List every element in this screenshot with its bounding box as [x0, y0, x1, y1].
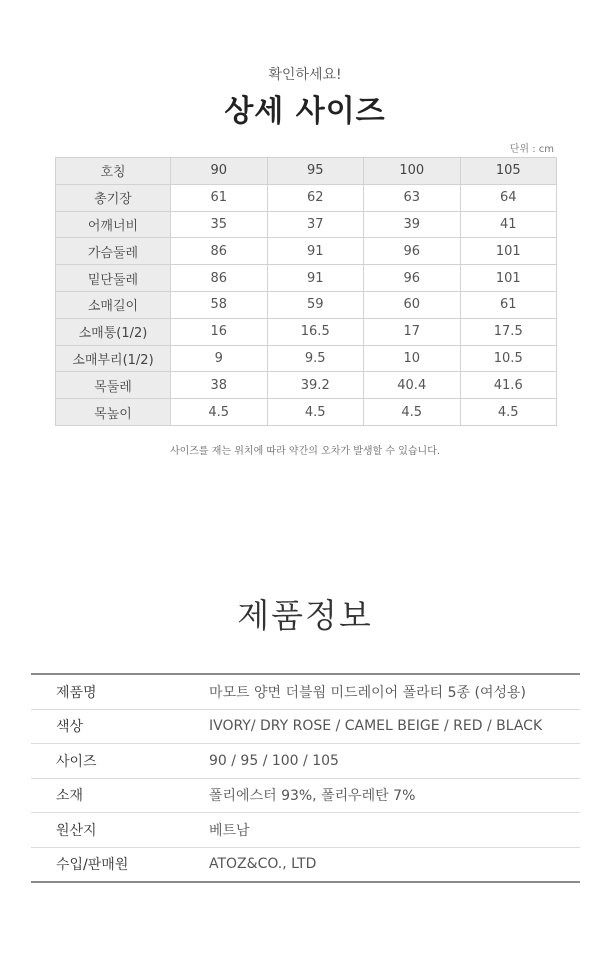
value-cell: 91: [267, 265, 364, 292]
table-row: [56, 211, 557, 238]
value-cell: 62: [267, 184, 364, 211]
value-cell: 63: [364, 184, 461, 211]
info-value: 폴리에스터 93%, 폴리우레탄 7%: [209, 788, 416, 805]
header-label-cell: 호칭: [56, 158, 171, 185]
table-row: [56, 265, 557, 292]
info-label: 제품명: [56, 684, 97, 701]
row-label-cell: 소매부리(1/2): [56, 345, 171, 372]
value-cell: 61: [460, 291, 557, 318]
info-label: 사이즈: [56, 753, 97, 770]
row-label-cell: 어깨너비: [56, 211, 171, 238]
value-cell: 60: [364, 291, 461, 318]
info-row-color: [31, 710, 580, 745]
product-info-table: [31, 673, 580, 883]
table-row: [56, 291, 557, 318]
value-cell: 96: [364, 238, 461, 265]
value-cell: 9: [171, 345, 268, 372]
size-header-row: [56, 158, 557, 185]
value-cell: 37: [267, 211, 364, 238]
value-cell: 96: [364, 265, 461, 292]
info-row-origin: [31, 813, 580, 848]
table-row: [56, 318, 557, 345]
table-row: [56, 399, 557, 426]
row-label-cell: 총기장: [56, 184, 171, 211]
value-cell: 10: [364, 345, 461, 372]
info-value: 90 / 95 / 100 / 105: [209, 752, 339, 769]
row-label-cell: 밑단둘레: [56, 265, 171, 292]
row-label-cell: 소매통(1/2): [56, 318, 171, 345]
value-cell: 58: [171, 291, 268, 318]
value-cell: 39.2: [267, 372, 364, 399]
value-cell: 10.5: [460, 345, 557, 372]
value-cell: 4.5: [460, 399, 557, 426]
value-cell: 59: [267, 291, 364, 318]
value-cell: 4.5: [171, 399, 268, 426]
value-cell: 16.5: [267, 318, 364, 345]
value-cell: 9.5: [267, 345, 364, 372]
value-cell: 86: [171, 265, 268, 292]
value-cell: 40.4: [364, 372, 461, 399]
value-cell: 38: [171, 372, 268, 399]
value-cell: 86: [171, 238, 268, 265]
value-cell: 91: [267, 238, 364, 265]
table-row: [56, 372, 557, 399]
size-table: [55, 157, 557, 426]
info-row-product-name: [31, 675, 580, 710]
value-cell: 61: [171, 184, 268, 211]
value-cell: 35: [171, 211, 268, 238]
value-cell: 39: [364, 211, 461, 238]
value-cell: 17.5: [460, 318, 557, 345]
unit-label: 단위 : cm: [509, 144, 554, 155]
table-row: [56, 345, 557, 372]
row-label-cell: 소매길이: [56, 291, 171, 318]
value-cell: 101: [460, 238, 557, 265]
size-header-cell: 100: [364, 158, 461, 185]
info-value: ATOZ&CO., LTD: [209, 856, 317, 873]
product-info-title: 제품정보: [237, 596, 373, 635]
info-label: 소재: [56, 788, 84, 805]
size-header-cell: 90: [171, 158, 268, 185]
value-cell: 16: [171, 318, 268, 345]
value-cell: 41.6: [460, 372, 557, 399]
table-row: [56, 238, 557, 265]
info-label: 수입/판매원: [56, 857, 129, 874]
size-header-cell: 105: [460, 158, 557, 185]
info-row-material: [31, 779, 580, 814]
value-cell: 4.5: [364, 399, 461, 426]
info-value: 베트남: [209, 822, 250, 839]
value-cell: 17: [364, 318, 461, 345]
info-row-size: [31, 744, 580, 779]
info-value: IVORY/ DRY ROSE / CAMEL BEIGE / RED / BLACK: [209, 718, 543, 735]
size-header-cell: 95: [267, 158, 364, 185]
row-label-cell: 목둘레: [56, 372, 171, 399]
measurement-note: 사이즈를 재는 위치에 따라 약간의 오차가 발생할 수 있습니다.: [169, 446, 441, 457]
row-label-cell: 목높이: [56, 399, 171, 426]
info-label: 색상: [56, 719, 84, 736]
table-row: [56, 184, 557, 211]
info-value: 마모트 양면 더블웜 미드레이어 폴라티 5종 (여성용): [209, 684, 527, 701]
size-subtitle: 확인하세요!: [268, 67, 342, 83]
info-label: 원산지: [56, 822, 97, 839]
value-cell: 64: [460, 184, 557, 211]
value-cell: 41: [460, 211, 557, 238]
row-label-cell: 가슴둘레: [56, 238, 171, 265]
value-cell: 101: [460, 265, 557, 292]
value-cell: 4.5: [267, 399, 364, 426]
info-row-importer: [31, 848, 580, 882]
size-title: 상세 사이즈: [224, 94, 386, 129]
